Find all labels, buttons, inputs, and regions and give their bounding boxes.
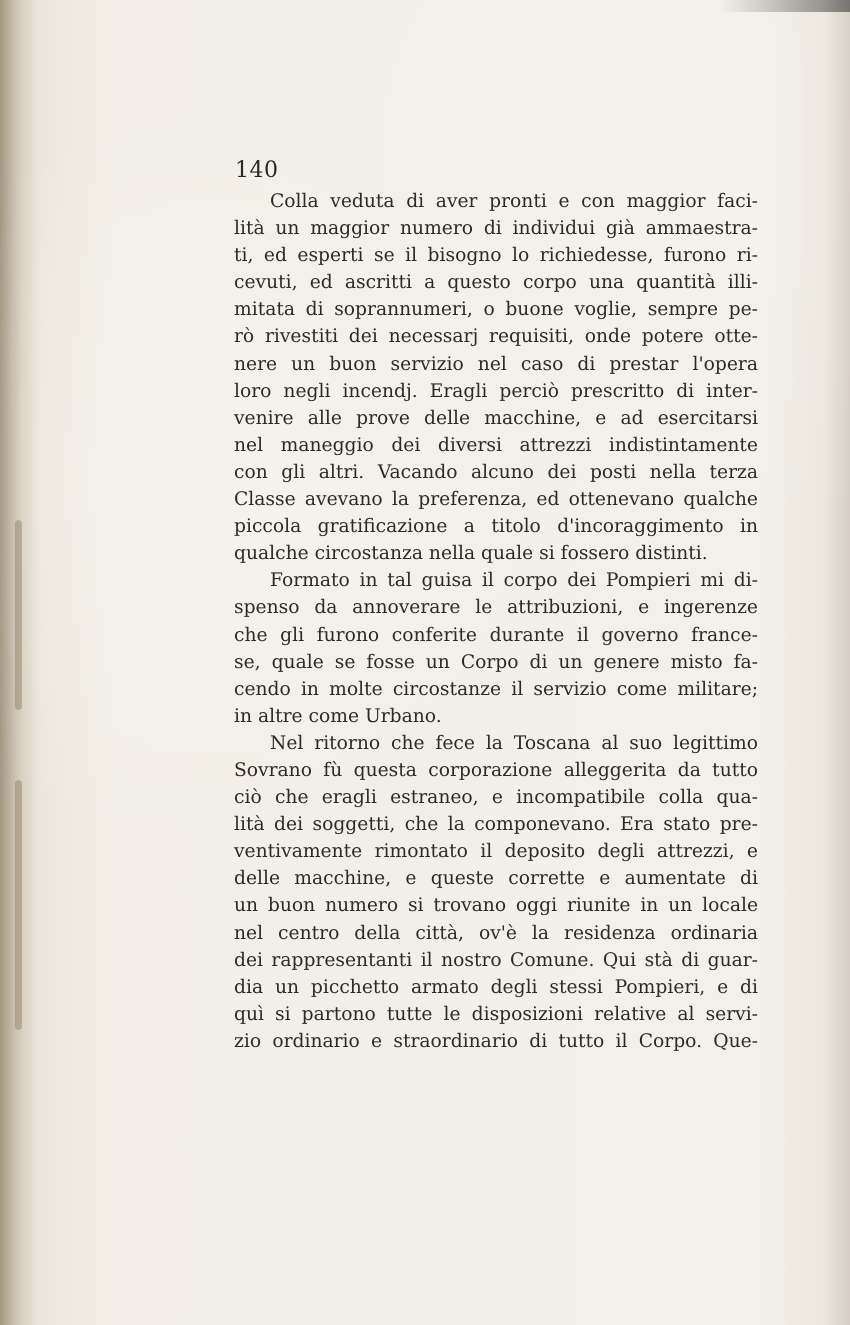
text-line: piccola gratificazione a titolo d'incoraggimento in (234, 516, 758, 538)
text-line: cevuti, ed ascritti a questo corpo una quantità illi- (234, 272, 758, 294)
text-line: con gli altri. Vacando alcuno dei posti nella terza (234, 461, 758, 483)
text-line: spenso da annoverare le attribuzioni, e ingerenze (234, 597, 758, 619)
text-line: loro negli incendj. Eragli perciò prescritto di inter- (234, 380, 758, 402)
text-line: quì si partono tutte le disposizioni relative al servi- (234, 1003, 758, 1025)
text-line: lità un maggior numero di individui già ammaestra- (234, 218, 758, 240)
body-text (234, 188, 758, 1055)
top-edge-shadow (720, 0, 850, 12)
text-line: lità dei soggetti, che la componevano. Era stato pre- (234, 814, 758, 836)
text-line: qualche circostanza nella quale si fossero distinti. (234, 543, 708, 565)
text-line: dei rappresentanti il nostro Comune. Qui stà di guar- (234, 949, 758, 971)
text-line: Classe avevano la preferenza, ed ottenevano qualche (234, 489, 758, 511)
text-line: Colla veduta di aver pronti e con maggior faci- (270, 191, 758, 212)
text-line: nel centro della città, ov'è la residenza ordinaria (234, 922, 758, 944)
text-line: delle macchine, e queste corrette e aumentate di (234, 868, 758, 890)
text-line: dia un picchetto armato degli stessi Pompieri, e di (234, 976, 758, 998)
text-line: nel maneggio dei diversi attrezzi indistintamente (234, 434, 758, 456)
text-line: venire alle prove delle macchine, e ad esercitarsi (234, 407, 758, 429)
text-line: nere un buon servizio nel caso di prestar l'opera (234, 353, 758, 375)
text-line: Nel ritorno che fece la Toscana al suo legittimo (270, 732, 758, 754)
text-line: zio ordinario e straordinario di tutto il Corpo. Que- (234, 1030, 758, 1052)
text-line: un buon numero si trovano oggi riunite in un locale (234, 895, 758, 917)
text-line: ciò che eragli estraneo, e incompatibile colla qua- (234, 787, 758, 809)
text-line: mitata di soprannumeri, o buone voglie, sempre pe- (234, 299, 758, 321)
text-line: rò rivestiti dei necessarj requisiti, onde potere otte- (234, 326, 758, 348)
text-line: cendo in molte circostanze il servizio come militare; (234, 678, 758, 700)
text-line: ventivamente rimontato il deposito degli attrezzi, e (234, 841, 758, 863)
page-gutter-shadow (0, 0, 42, 1325)
text-line: Formato in tal guisa il corpo dei Pompieri mi di- (270, 570, 758, 592)
text-line: ti, ed esperti se il bisogno lo richiedesse, furono ri- (234, 245, 758, 267)
text-line: se, quale se fosse un Corpo di un genere misto fa- (234, 651, 758, 673)
text-line: Sovrano fù questa corporazione alleggerita da tutto (234, 759, 758, 781)
page-number: 140 (235, 158, 279, 183)
text-line: in altre come Urbano. (234, 705, 442, 727)
text-line: che gli furono conferite durante il governo france- (234, 624, 758, 646)
